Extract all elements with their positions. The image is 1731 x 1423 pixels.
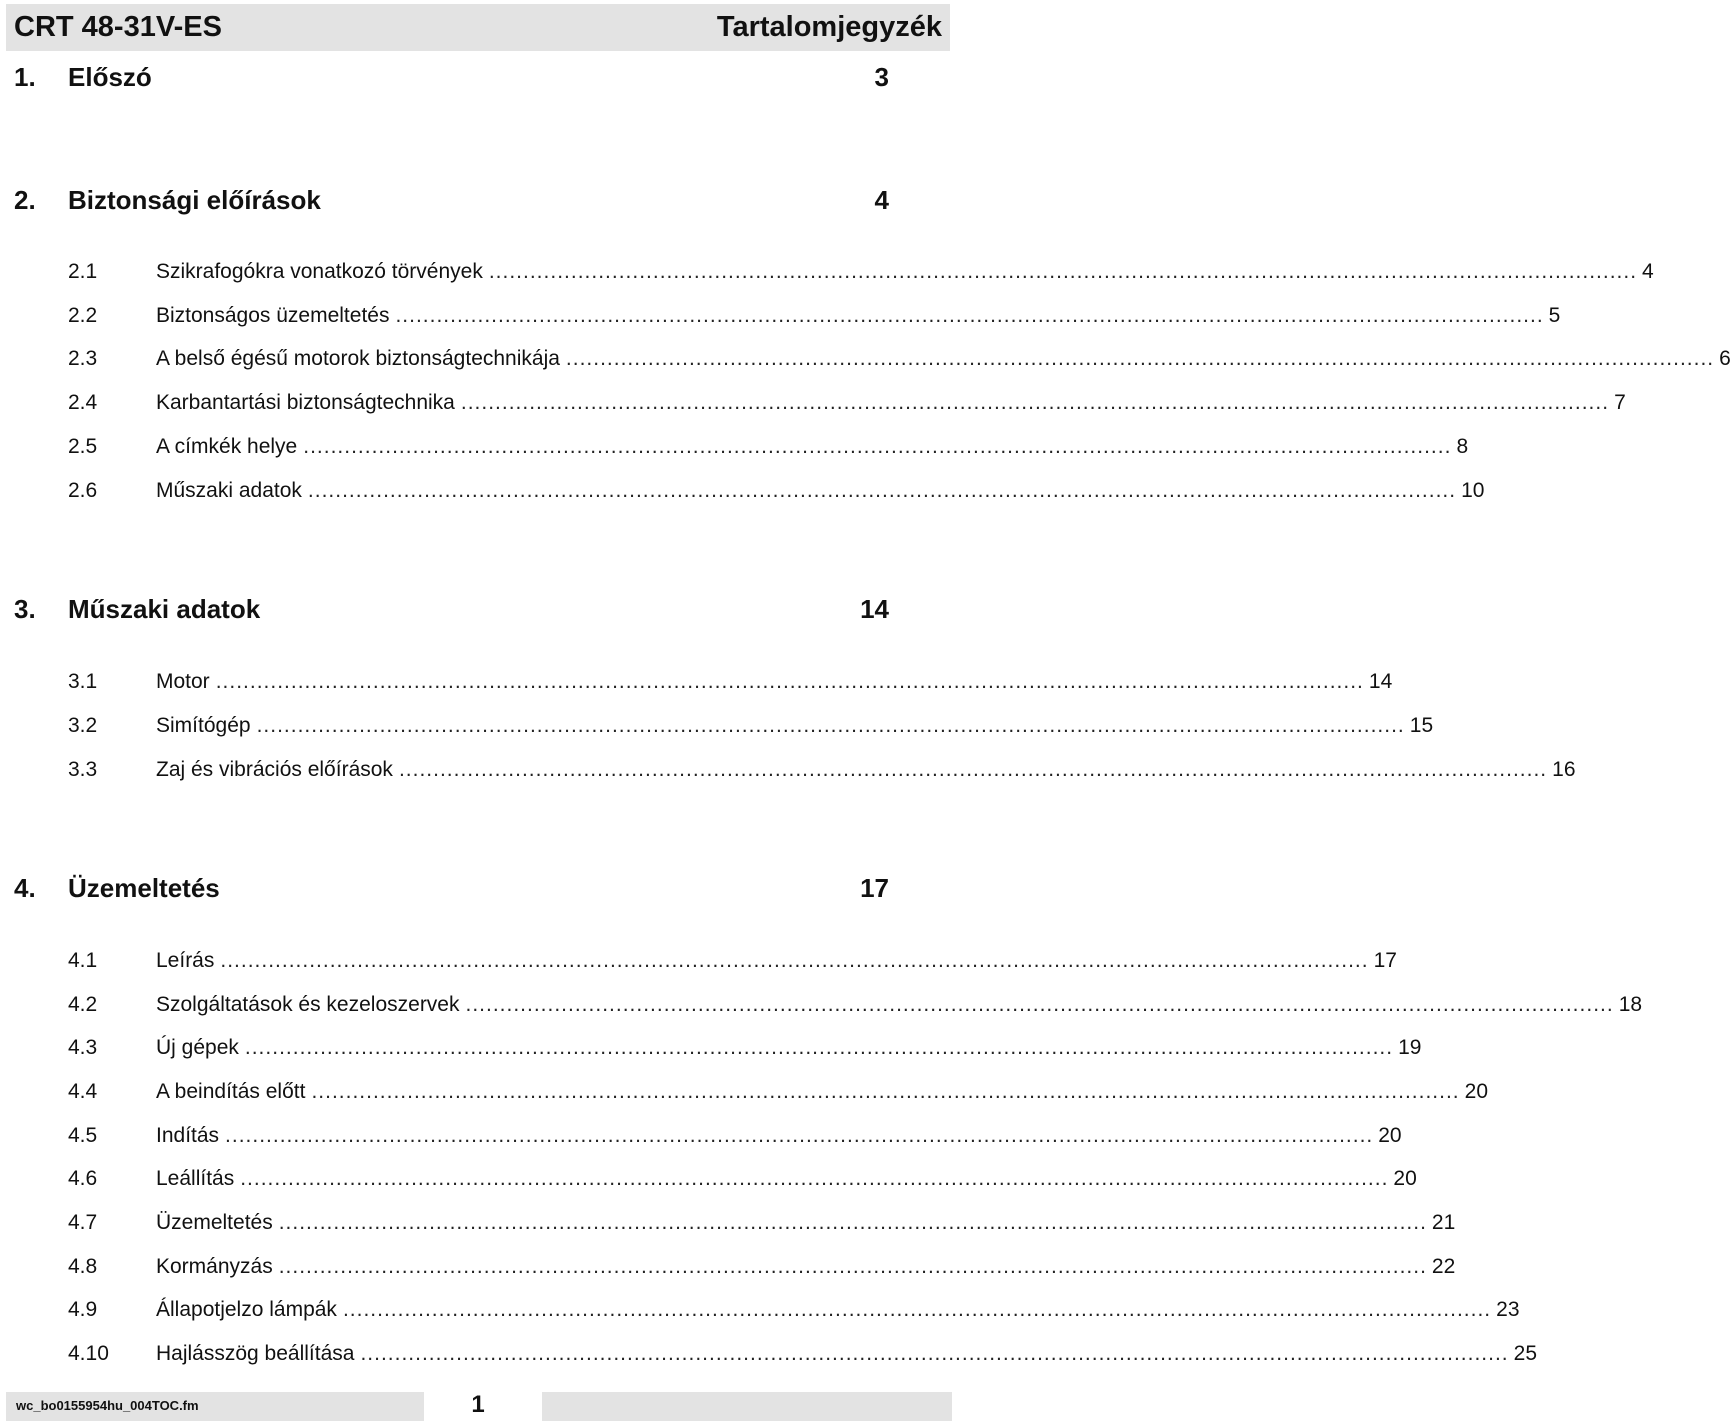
entry-title: Simítógép xyxy=(156,714,251,737)
section-page: 14 xyxy=(860,594,889,624)
dot-leader: ........................................................................................................................................................................ xyxy=(342,1298,1492,1321)
dot-leader: ........................................................................................................................................................................ xyxy=(398,758,1548,781)
entry-number: 2.3 xyxy=(68,347,98,370)
toc-entry-2-3[interactable] xyxy=(68,347,1731,371)
dot-leader: ........................................................................................................................................................................ xyxy=(465,993,1614,1016)
dot-leader: ........................................................................................................................................................................ xyxy=(215,670,1364,693)
entry-page: 20 xyxy=(1393,1167,1417,1190)
entry-page: 15 xyxy=(1409,714,1434,737)
footer-bar xyxy=(542,1392,952,1421)
toc-entry-4-7[interactable] xyxy=(68,1211,1456,1235)
entry-number: 4.10 xyxy=(68,1342,109,1365)
entry-page: 21 xyxy=(1431,1211,1456,1234)
dot-leader: ........................................................................................................................................................................ xyxy=(256,714,1405,737)
toc-entry-2-2[interactable] xyxy=(68,304,1561,328)
toc-entry-4-1[interactable] xyxy=(68,949,1397,973)
entry-page: 6 xyxy=(1719,347,1731,370)
toc-section-1[interactable] xyxy=(14,62,889,93)
section-title: Műszaki adatok xyxy=(68,594,261,624)
toc-entry-4-2[interactable] xyxy=(68,993,1643,1017)
entry-title: Hajlásszög beállítása xyxy=(156,1342,355,1365)
entry-title: Kormányzás xyxy=(156,1255,273,1278)
dot-leader: ........................................................................................................................................................................ xyxy=(307,479,1457,502)
dot-leader: ........................................................................................................................................................................ xyxy=(360,1342,1509,1365)
entry-number: 4.4 xyxy=(68,1080,98,1103)
entry-page: 23 xyxy=(1496,1298,1520,1321)
entry-number: 4.9 xyxy=(68,1298,98,1321)
footer-filename: wc_bo0155954hu_004TOC.fm xyxy=(6,1392,424,1421)
toc-entry-4-6[interactable] xyxy=(68,1167,1417,1191)
section-number: 4. xyxy=(14,873,36,903)
dot-leader: ........................................................................................................................................................................ xyxy=(311,1080,1460,1103)
dot-leader: ........................................................................................................................................................................ xyxy=(565,347,1715,370)
entry-page: 14 xyxy=(1368,670,1393,693)
section-page: 17 xyxy=(860,873,889,903)
entry-page: 10 xyxy=(1461,479,1485,502)
entry-number: 3.3 xyxy=(68,758,98,781)
entry-title: Zaj és vibrációs előírások xyxy=(156,758,393,781)
section-page: 3 xyxy=(874,62,889,92)
section-number: 2. xyxy=(14,185,36,215)
entry-number: 4.2 xyxy=(68,993,98,1016)
entry-page: 4 xyxy=(1642,260,1654,283)
entry-page: 5 xyxy=(1548,304,1561,327)
section-number: 1. xyxy=(14,62,36,92)
entry-page: 20 xyxy=(1464,1080,1489,1103)
entry-title: Üzemeltetés xyxy=(156,1211,273,1234)
toc-entry-3-3[interactable] xyxy=(68,758,1576,782)
entry-number: 2.2 xyxy=(68,304,98,327)
dot-leader: ........................................................................................................................................................................ xyxy=(278,1211,1427,1234)
dot-leader: ........................................................................................................................................................................ xyxy=(240,1167,1389,1190)
dot-leader: ........................................................................................................................................................................ xyxy=(278,1255,1427,1278)
entry-title: Szolgáltatások és kezeloszervek xyxy=(156,993,460,1016)
toc-entry-4-3[interactable] xyxy=(68,1036,1422,1060)
dot-leader: ........................................................................................................................................................................ xyxy=(460,391,1610,414)
footer-page-number: 1 xyxy=(471,1391,485,1418)
section-title: Előszó xyxy=(68,62,152,92)
entry-page: 16 xyxy=(1552,758,1576,781)
dot-leader: ........................................................................................................................................................................ xyxy=(244,1036,1394,1059)
dot-leader: ........................................................................................................................................................................ xyxy=(303,435,1452,458)
entry-title: Motor xyxy=(156,670,210,693)
entry-title: Karbantartási biztonságtechnika xyxy=(156,391,455,414)
toc-entry-4-4[interactable] xyxy=(68,1080,1489,1104)
section-number: 3. xyxy=(14,594,36,624)
document-model: CRT 48-31V-ES xyxy=(14,11,222,43)
entry-number: 2.5 xyxy=(68,435,98,458)
entry-title: A belső égésű motorok biztonságtechnikája xyxy=(156,347,560,370)
entry-title: Szikrafogókra vonatkozó törvények xyxy=(156,260,483,283)
entry-page: 18 xyxy=(1618,993,1643,1016)
entry-page: 20 xyxy=(1378,1124,1402,1147)
entry-number: 4.7 xyxy=(68,1211,98,1234)
entry-title: A címkék helye xyxy=(156,435,298,458)
toc-entry-4-8[interactable] xyxy=(68,1255,1456,1279)
dot-leader: ........................................................................................................................................................................ xyxy=(395,304,1544,327)
toc-section-4[interactable] xyxy=(14,873,889,904)
entry-title: Új gépek xyxy=(156,1036,239,1059)
toc-entry-2-1[interactable] xyxy=(68,260,1654,284)
toc-entry-2-6[interactable] xyxy=(68,479,1485,503)
entry-title: Leírás xyxy=(156,949,215,972)
entry-page: 7 xyxy=(1614,391,1626,414)
entry-page: 25 xyxy=(1513,1342,1538,1365)
entry-title: Állapotjelzo lámpák xyxy=(156,1298,337,1321)
entry-number: 4.5 xyxy=(68,1124,98,1147)
entry-number: 3.2 xyxy=(68,714,98,737)
toc-entry-3-2[interactable] xyxy=(68,714,1434,738)
entry-page: 19 xyxy=(1398,1036,1422,1059)
entry-number: 4.8 xyxy=(68,1255,98,1278)
toc-entry-3-1[interactable] xyxy=(68,670,1393,694)
toc-entry-2-5[interactable] xyxy=(68,435,1469,459)
entry-title: Műszaki adatok xyxy=(156,479,302,502)
entry-number: 2.4 xyxy=(68,391,98,414)
entry-page: 22 xyxy=(1431,1255,1456,1278)
entry-title: Leállítás xyxy=(156,1167,235,1190)
toc-entry-4-10[interactable] xyxy=(68,1342,1538,1366)
entry-number: 2.1 xyxy=(68,260,98,283)
toc-section-2[interactable] xyxy=(14,185,889,216)
entry-number: 3.1 xyxy=(68,670,98,693)
section-title: Üzemeltetés xyxy=(68,873,220,903)
entry-title: Indítás xyxy=(156,1124,220,1147)
entry-title: A beindítás előtt xyxy=(156,1080,306,1103)
entry-number: 4.1 xyxy=(68,949,98,972)
entry-number: 4.3 xyxy=(68,1036,98,1059)
toc-entry-2-4[interactable] xyxy=(68,391,1626,415)
entry-page: 8 xyxy=(1456,435,1469,458)
entry-title: Biztonságos üzemeltetés xyxy=(156,304,390,327)
page-header xyxy=(6,4,950,51)
dot-leader: ........................................................................................................................................................................ xyxy=(488,260,1638,283)
dot-leader: ........................................................................................................................................................................ xyxy=(225,1124,1374,1147)
entry-page: 17 xyxy=(1373,949,1397,972)
toc-entry-4-5[interactable] xyxy=(68,1124,1402,1148)
entry-number: 4.6 xyxy=(68,1167,98,1190)
toc-section-3[interactable] xyxy=(14,594,889,625)
toc-entry-4-9[interactable] xyxy=(68,1298,1520,1322)
entry-number: 2.6 xyxy=(68,479,98,502)
section-page: 4 xyxy=(874,185,889,215)
document-section-title: Tartalomjegyzék xyxy=(716,11,942,43)
section-title: Biztonsági előírások xyxy=(68,185,321,215)
dot-leader: ........................................................................................................................................................................ xyxy=(220,949,1369,972)
